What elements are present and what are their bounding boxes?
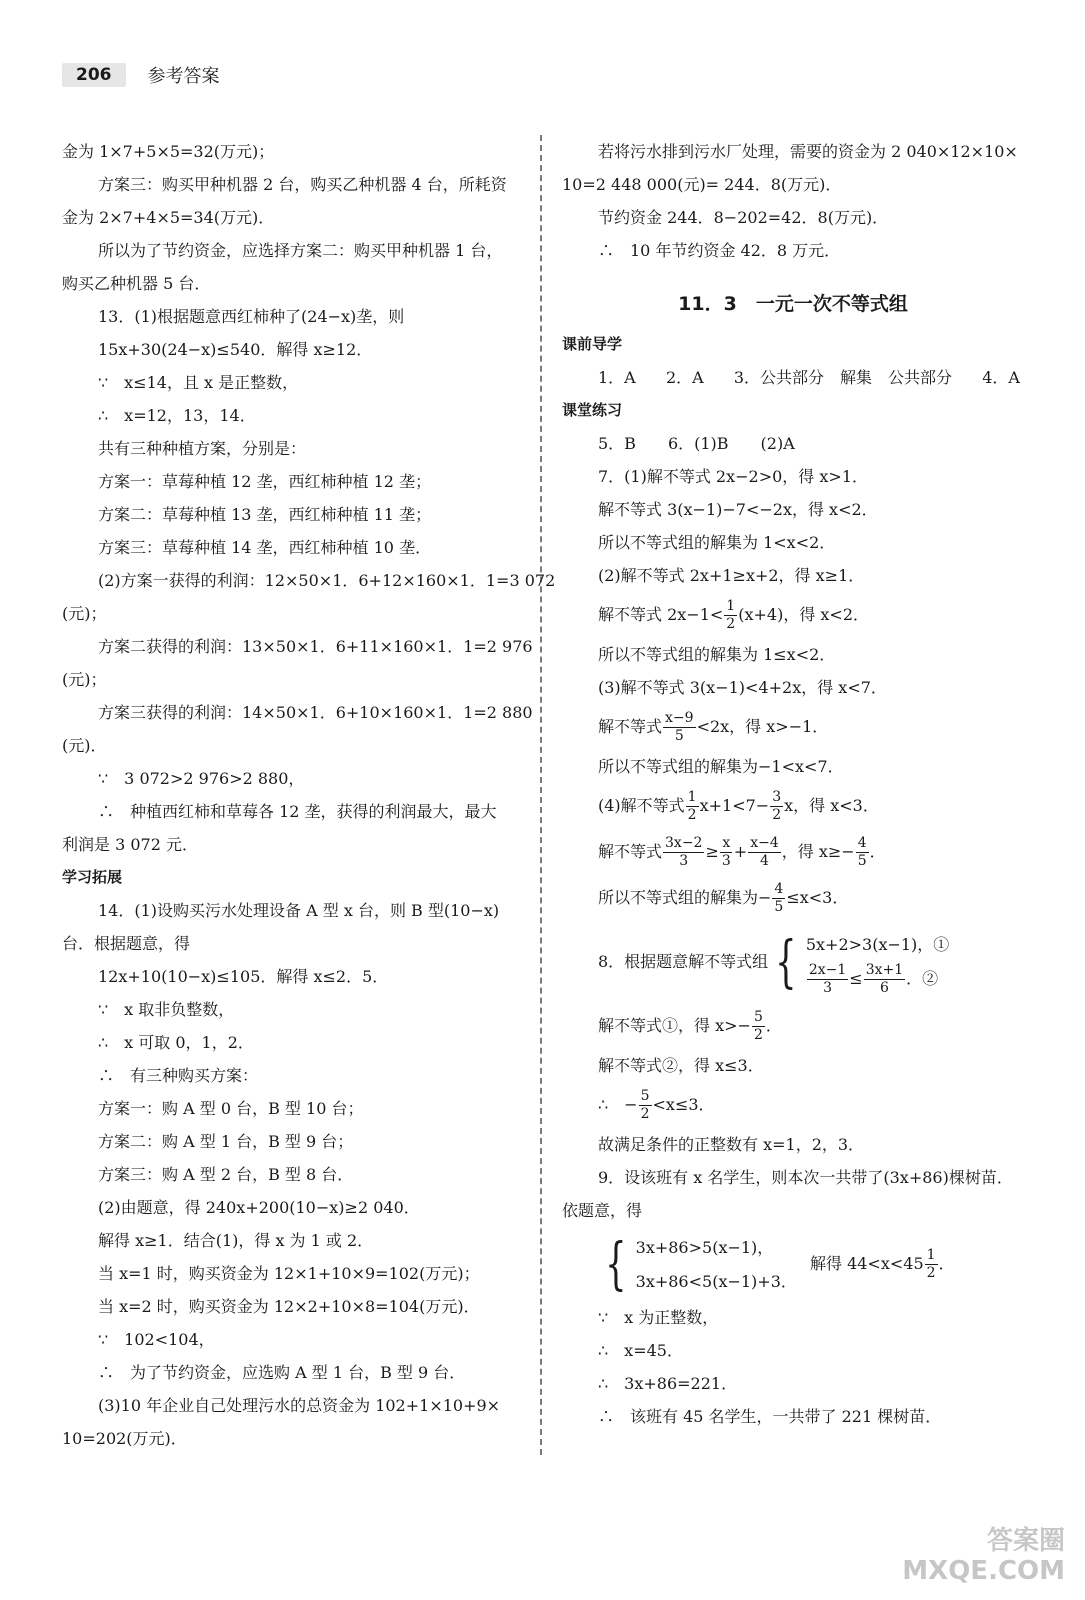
text-line: ∴ 10 年节约资金 42．8 万元． [598,241,841,260]
denominator: 3 [721,853,731,869]
text-line: 方案三：购买甲种机器 2 台，购买乙种机器 4 台，所耗资 [98,175,507,194]
text-line: ∴ 3x+86=221． [598,1374,738,1393]
text-line: ∵ 3 072>2 976>2 880， [98,769,305,788]
brace-icon: { [605,1231,627,1297]
text-span: 解不等式 [598,842,663,861]
text-line: 当 x=2 时，购买资金为 12×2+10×8=104(万元)． [98,1297,480,1316]
text-line: 金为 2×7+4×5=34(万元)． [62,208,275,227]
denominator: 5 [774,899,784,915]
text-line: (3)10 年企业自己处理污水的总资金为 102+1×10+9× [98,1396,501,1415]
numerator: 3x−2 [665,835,703,851]
watermark-logo [902,1526,1065,1586]
text-span: ∴ − [598,1095,638,1114]
system-line: 3x+86<5(x−1)+3． [635,1271,797,1291]
text-line: 节约资金 244．8−202=42．8(万元)． [598,208,889,227]
numerator: 1 [926,1247,936,1263]
denominator: 2 [726,616,736,632]
text-line: 方案二：草莓种植 13 垄，西红柿种植 11 垄； [98,505,432,524]
text-line: (2)由题意，得 240x+200(10−x)≥2 040． [98,1198,420,1217]
text-line: 方案三：购 A 型 2 台，B 型 8 台． [98,1165,354,1184]
denominator: 5 [674,728,684,744]
fraction [639,1088,652,1123]
text-span: (4)解不等式 [598,796,685,815]
text-span: ≤ [849,969,863,988]
text-line: 共有三种种植方案，分别是： [98,439,307,458]
denominator: 2 [772,807,782,823]
text-span: ≥ [705,842,719,861]
numerator: x−4 [750,835,779,851]
fraction [720,835,733,870]
text-line: (2)解不等式 2x+1≥x+2，得 x≥1． [598,566,865,585]
text-line: 解不等式②，得 x≤3． [598,1056,764,1075]
text-line: (3)解不等式 3(x−1)<4+2x，得 x<7． [598,678,887,697]
system-lines [636,1231,797,1299]
system-line: 3x+86>5(x−1)， [635,1237,774,1257]
text-line: ∴ x=45． [598,1341,683,1360]
text-line: ∵ x≤14，且 x 是正整数， [98,373,299,392]
section-heading-11-3: 11．3 一元一次不等式组 [678,293,908,315]
question-8 [562,921,1024,1003]
column-divider [540,135,546,1455]
text-line: 10=202(万元)． [62,1429,187,1448]
text-line: 故满足条件的正整数有 x=1，2，3． [598,1135,865,1154]
text-line: (2)方案一获得的利润：12×50×1．6+12×160×1．1=3 072 [98,571,556,590]
fraction [856,835,869,870]
watermark-url: MXQE.COM [902,1556,1065,1586]
numerator: 1 [726,598,736,614]
text-line: ∴ x 可取 0，1，2． [98,1033,254,1052]
text-line: 所以不等式组的解集为−1<x<7． [598,757,844,776]
denominator: 2 [640,1106,650,1122]
page-number: 206 [62,63,126,87]
fraction [686,789,699,824]
text-line: 利润是 3 072 元． [62,835,198,854]
fraction [663,835,704,870]
denominator: 4 [760,853,769,869]
answer-4: 4．A [982,368,1020,387]
text-span: (x+4)，得 x<2． [738,605,870,624]
page-title: 参考答案 [147,66,220,87]
text-span: ，得 x≥− [781,842,855,861]
text-line: ∴ 为了节约资金，应选购 A 型 1 台，B 型 9 台． [98,1363,466,1382]
text-line: 方案三获得的利润：14×50×1．6+10×160×1．1=2 880 [98,703,533,722]
numerator: x [722,835,731,851]
right-column [562,135,1024,1433]
denominator: 6 [879,980,889,996]
fraction [770,789,783,824]
text-line: 方案三：草莓种植 14 垄，西红柿种植 10 垄． [98,538,432,557]
watermark-text: 答案圈 [986,1526,1065,1556]
text-span: 解得 44<x<45 [809,1254,924,1273]
math-line [562,829,1024,875]
text-line: 解得 x≥1．结合(1)，得 x 为 1 或 2． [98,1231,374,1250]
numerator: 2x−1 [808,962,847,978]
text-line: 若将污水排到污水厂处理，需要的资金为 2 040×12×10× [598,142,1018,161]
text-line: 方案一：草莓种植 12 垄，西红柿种植 12 垄； [98,472,432,491]
fraction [925,1247,938,1282]
text-line: 所以不等式组的解集为 1≤x<2． [598,645,836,664]
numerator: 3x+1 [865,962,904,978]
text-span: <x≤3． [652,1095,715,1114]
math-line [562,1003,1024,1049]
fraction [663,710,696,745]
left-column [62,135,556,1455]
text-span: 解不等式①，得 x>− [598,1016,751,1035]
inequality-system [768,928,949,997]
numerator: 4 [857,835,867,851]
text-line: 依题意，得 [562,1201,643,1220]
math-line [562,592,1024,638]
text-line: (元)． [62,736,107,755]
fraction [748,835,781,870]
denominator: 2 [926,1265,936,1281]
text-span: 所以不等式组的解集为− [598,888,772,907]
numerator: 4 [774,881,784,897]
text-span: ． [765,1016,782,1035]
text-line: ∴ x=12，13，14． [98,406,256,425]
denominator: 2 [753,1027,763,1043]
question-7: 7．(1)解不等式 2x−2>0，得 x>1． [598,467,869,486]
fraction [772,881,785,916]
numerator: 3 [772,789,782,805]
text-span: + [733,842,748,861]
answer-2: 2．A [665,368,704,387]
text-span: x，得 x<3． [784,796,879,815]
section-heading-class-practice: 课堂练习 [562,401,623,419]
text-line: 方案二：购 A 型 1 台，B 型 9 台； [98,1132,354,1151]
text-line: 解不等式 3(x−1)−7<−2x，得 x<2． [598,500,878,519]
text-line: 15x+30(24−x)≤540．解得 x≥12． [98,340,373,359]
text-span: <2x，得 x>−1． [696,717,829,736]
denominator: 3 [679,853,689,869]
page-header [62,58,220,92]
text-span: ≤x<3． [786,888,849,907]
numerator: 5 [640,1088,650,1104]
text-line: ∵ x 取非负整数， [98,1000,235,1019]
math-line [562,704,1024,750]
answer-1: 1．A [598,368,636,387]
text-line: ∴ 该班有 45 名学生，一共带了 221 棵树苗． [598,1407,942,1426]
fraction [807,962,848,997]
math-line [562,875,1024,921]
math-line [562,783,1024,829]
fraction [864,962,905,997]
fraction [752,1009,765,1044]
text-span: 解不等式 [598,717,663,736]
denominator: 3 [823,980,833,996]
text-line: ∵ 102<104， [98,1330,215,1349]
fraction [724,598,737,633]
answer-3: 3．公共部分 解集 公共部分 [733,368,953,387]
brace-icon: { [775,929,797,995]
text-span: ． [869,842,886,861]
text-line: 金为 1×7+5×5=32(万元)； [62,142,275,161]
section-heading-pre-study: 课前导学 [562,335,623,353]
text-line: 购买乙种机器 5 台． [62,274,211,293]
text-line: 方案二获得的利润：13×50×1．6+11×160×1．1=2 976 [98,637,533,656]
text-line: 当 x=1 时，购买资金为 12×1+10×9=102(万元)； [98,1264,480,1283]
text-line: 所以不等式组的解集为 1<x<2． [598,533,836,552]
text-span: ． [938,1254,955,1273]
text-line: 10=2 448 000(元)= 244．8(万元)． [562,175,842,194]
system-lines [806,928,949,997]
text-line: ∵ x 为正整数， [598,1308,719,1327]
text-span: x+1<7− [699,796,770,815]
text-line: (元)； [62,604,107,623]
text-line: ∴ 种植西红柿和草莓各 12 垄，获得的利润最大，最大 [98,802,497,821]
answers-5-6: 5．B 6．(1)B (2)A [598,434,795,453]
denominator: 5 [857,853,867,869]
numerator: 1 [687,789,697,805]
text-line: 12x+10(10−x)≤105．解得 x≤2．5． [98,967,389,986]
system-line [806,962,949,997]
numerator: 5 [753,1009,763,1025]
text-line: (元)； [62,670,107,689]
text-line: ∴ 有三种购买方案： [98,1066,259,1085]
inequality-system [598,1231,797,1299]
numerator: x−9 [665,710,694,726]
text-line: 方案一：购 A 型 0 台，B 型 10 台； [98,1099,364,1118]
text-line: 所以为了节约资金，应选择方案二：购买甲种机器 1 台， [98,241,503,260]
denominator: 2 [687,807,697,823]
question-13: 13．(1)根据题意西红柿种了(24−x)垄，则 [98,307,405,326]
text-span: ．② [906,969,939,988]
text-span: 解不等式 2x−1< [598,605,724,624]
math-line [562,1082,1024,1128]
text-line: 台．根据题意，得 [62,934,191,953]
text-span: 8．根据题意解不等式组 [598,952,769,971]
question-14: 14．(1)设购买污水处理设备 A 型 x 台，则 B 型(10−x) [98,901,500,920]
system-line: 5x+2>3(x−1)，① [805,935,950,954]
math-line [562,1227,1024,1301]
question-9: 9．设该班有 x 名学生，则本次一共带了(3x+86)棵树苗． [598,1168,1013,1187]
section-heading-study-extension: 学习拓展 [62,868,123,886]
pre-study-answers [562,361,1024,394]
